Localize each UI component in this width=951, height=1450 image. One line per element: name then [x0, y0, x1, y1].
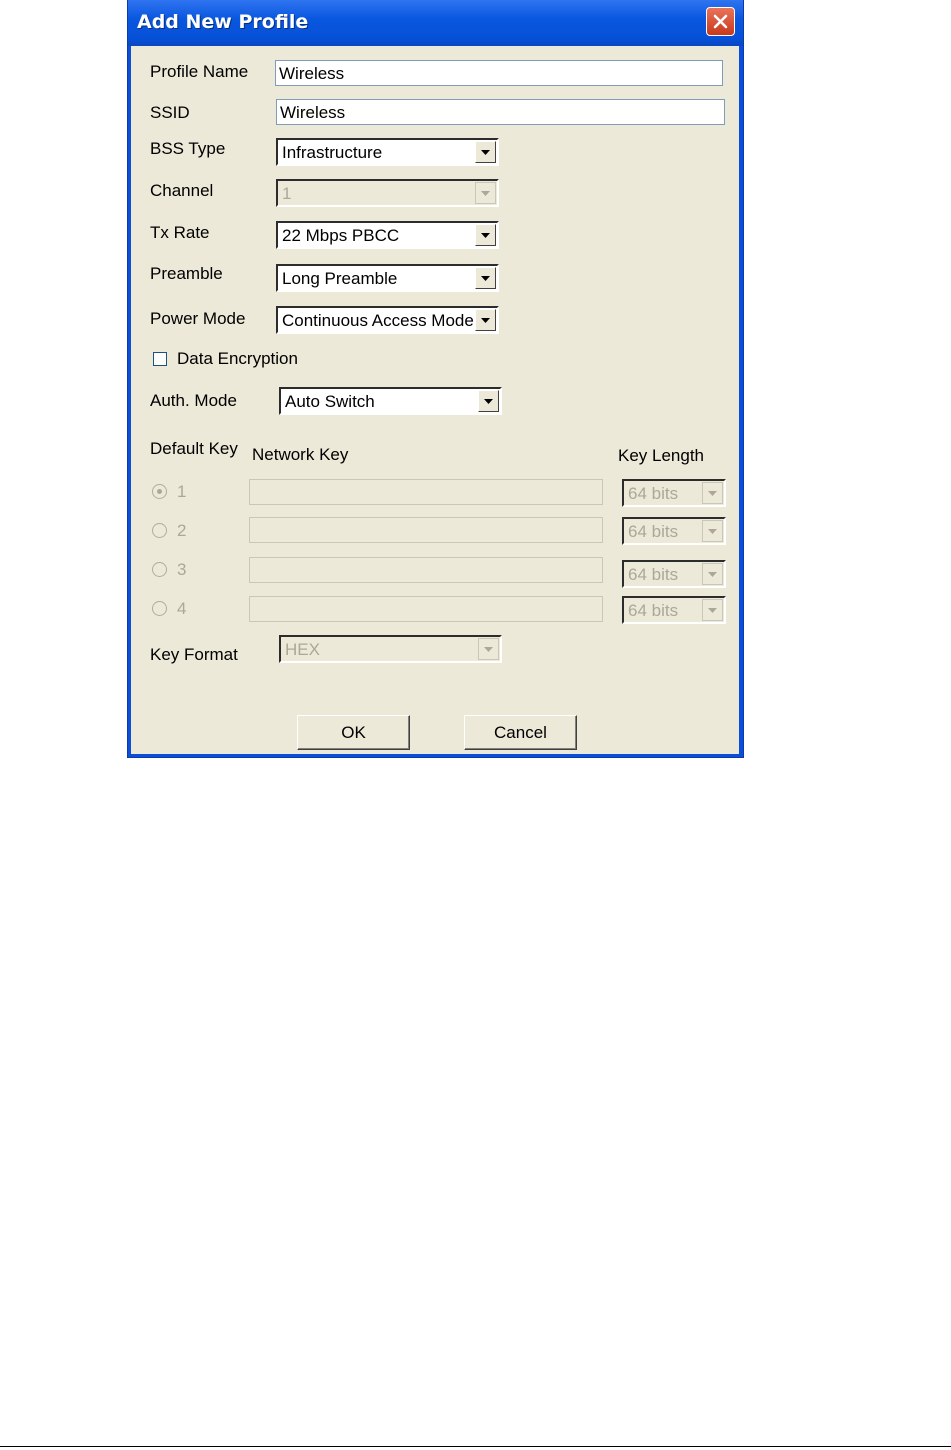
chevron-down-icon [484, 399, 493, 404]
close-button[interactable] [706, 7, 735, 36]
chevron-down-icon [708, 529, 717, 534]
chevron-down-icon [481, 233, 490, 238]
network-key-input-3 [249, 557, 603, 583]
chevron-down-icon [481, 150, 490, 155]
key-length-select-1 [622, 479, 726, 507]
profile-name-input[interactable]: Wireless [275, 60, 723, 86]
default-key-index-1: 1 [177, 482, 187, 501]
data-encryption-label: Data Encryption [177, 349, 298, 368]
network-key-header: Network Key [252, 445, 349, 464]
chevron-down-icon [481, 276, 490, 281]
tx-rate-value: 22 Mbps PBCC [282, 226, 400, 245]
page-footer-rule [0, 1446, 951, 1447]
network-key-input-1 [249, 479, 603, 505]
key-length-value-4: 64 bits [628, 601, 679, 620]
key-format-dropdown-button [478, 638, 499, 660]
default-key-index-3: 3 [177, 560, 187, 579]
network-key-input-4 [249, 596, 603, 622]
key-length-value-3: 64 bits [628, 565, 679, 584]
key-length-value-1: 64 bits [628, 484, 679, 503]
default-key-index-2: 2 [177, 521, 187, 540]
channel-label: Channel [150, 181, 214, 200]
chevron-down-icon [708, 491, 717, 496]
key-length-select-3 [622, 560, 726, 588]
preamble-select[interactable] [276, 264, 499, 292]
key-length-select-2 [622, 517, 726, 545]
key-length-dropdown-button-4 [702, 599, 723, 621]
key-format-select [279, 635, 502, 663]
add-new-profile-dialog [127, 0, 744, 758]
key-length-dropdown-button-3 [702, 563, 723, 585]
tx-rate-select[interactable] [276, 221, 499, 249]
preamble-value: Long Preamble [282, 269, 398, 288]
default-key-radio-2 [152, 523, 167, 538]
ssid-label: SSID [150, 103, 190, 122]
auth-mode-select[interactable] [279, 387, 502, 415]
key-length-dropdown-button-2 [702, 520, 723, 542]
key-length-dropdown-button-1 [702, 482, 723, 504]
default-key-index-4: 4 [177, 599, 187, 618]
power-mode-label: Power Mode [150, 309, 246, 328]
chevron-down-icon [484, 647, 493, 652]
auth-mode-label: Auth. Mode [150, 391, 237, 410]
cancel-button[interactable]: Cancel [464, 715, 577, 750]
key-format-label: Key Format [150, 645, 238, 664]
chevron-down-icon [481, 191, 490, 196]
channel-dropdown-button [475, 182, 496, 204]
channel-value: 1 [282, 184, 292, 203]
power-mode-value: Continuous Access Mode [282, 311, 474, 330]
close-icon [712, 13, 729, 30]
key-length-value-2: 64 bits [628, 522, 679, 541]
chevron-down-icon [708, 608, 717, 613]
default-key-radio-3 [152, 562, 167, 577]
key-length-header: Key Length [618, 446, 705, 465]
preamble-label: Preamble [150, 264, 223, 283]
bss-type-label: BSS Type [150, 139, 226, 158]
tx-rate-label: Tx Rate [150, 223, 210, 242]
data-encryption-checkbox[interactable] [153, 352, 167, 366]
power-mode-dropdown-button[interactable] [475, 309, 496, 331]
auth-mode-value: Auto Switch [285, 392, 375, 411]
ok-button[interactable]: OK [297, 715, 410, 750]
profile-name-label: Profile Name [150, 62, 249, 81]
default-key-radio-4 [152, 601, 167, 616]
dialog-body [131, 46, 739, 754]
dialog-title: Add New Profile [137, 11, 309, 33]
title-bar[interactable] [128, 0, 743, 46]
chevron-down-icon [708, 572, 717, 577]
bss-type-dropdown-button[interactable] [475, 141, 496, 163]
bss-type-value: Infrastructure [282, 143, 383, 162]
channel-select [276, 179, 499, 207]
key-format-value: HEX [285, 640, 320, 659]
network-key-input-2 [249, 517, 603, 543]
key-length-select-4 [622, 596, 726, 624]
ssid-input[interactable]: Wireless [276, 99, 725, 125]
auth-mode-dropdown-button[interactable] [478, 390, 499, 412]
tx-rate-dropdown-button[interactable] [475, 224, 496, 246]
default-key-radio-1 [152, 484, 167, 499]
power-mode-select[interactable] [276, 306, 499, 334]
chevron-down-icon [481, 318, 490, 323]
bss-type-select[interactable] [276, 138, 499, 166]
preamble-dropdown-button[interactable] [475, 267, 496, 289]
default-key-header: Default Key [150, 439, 238, 458]
